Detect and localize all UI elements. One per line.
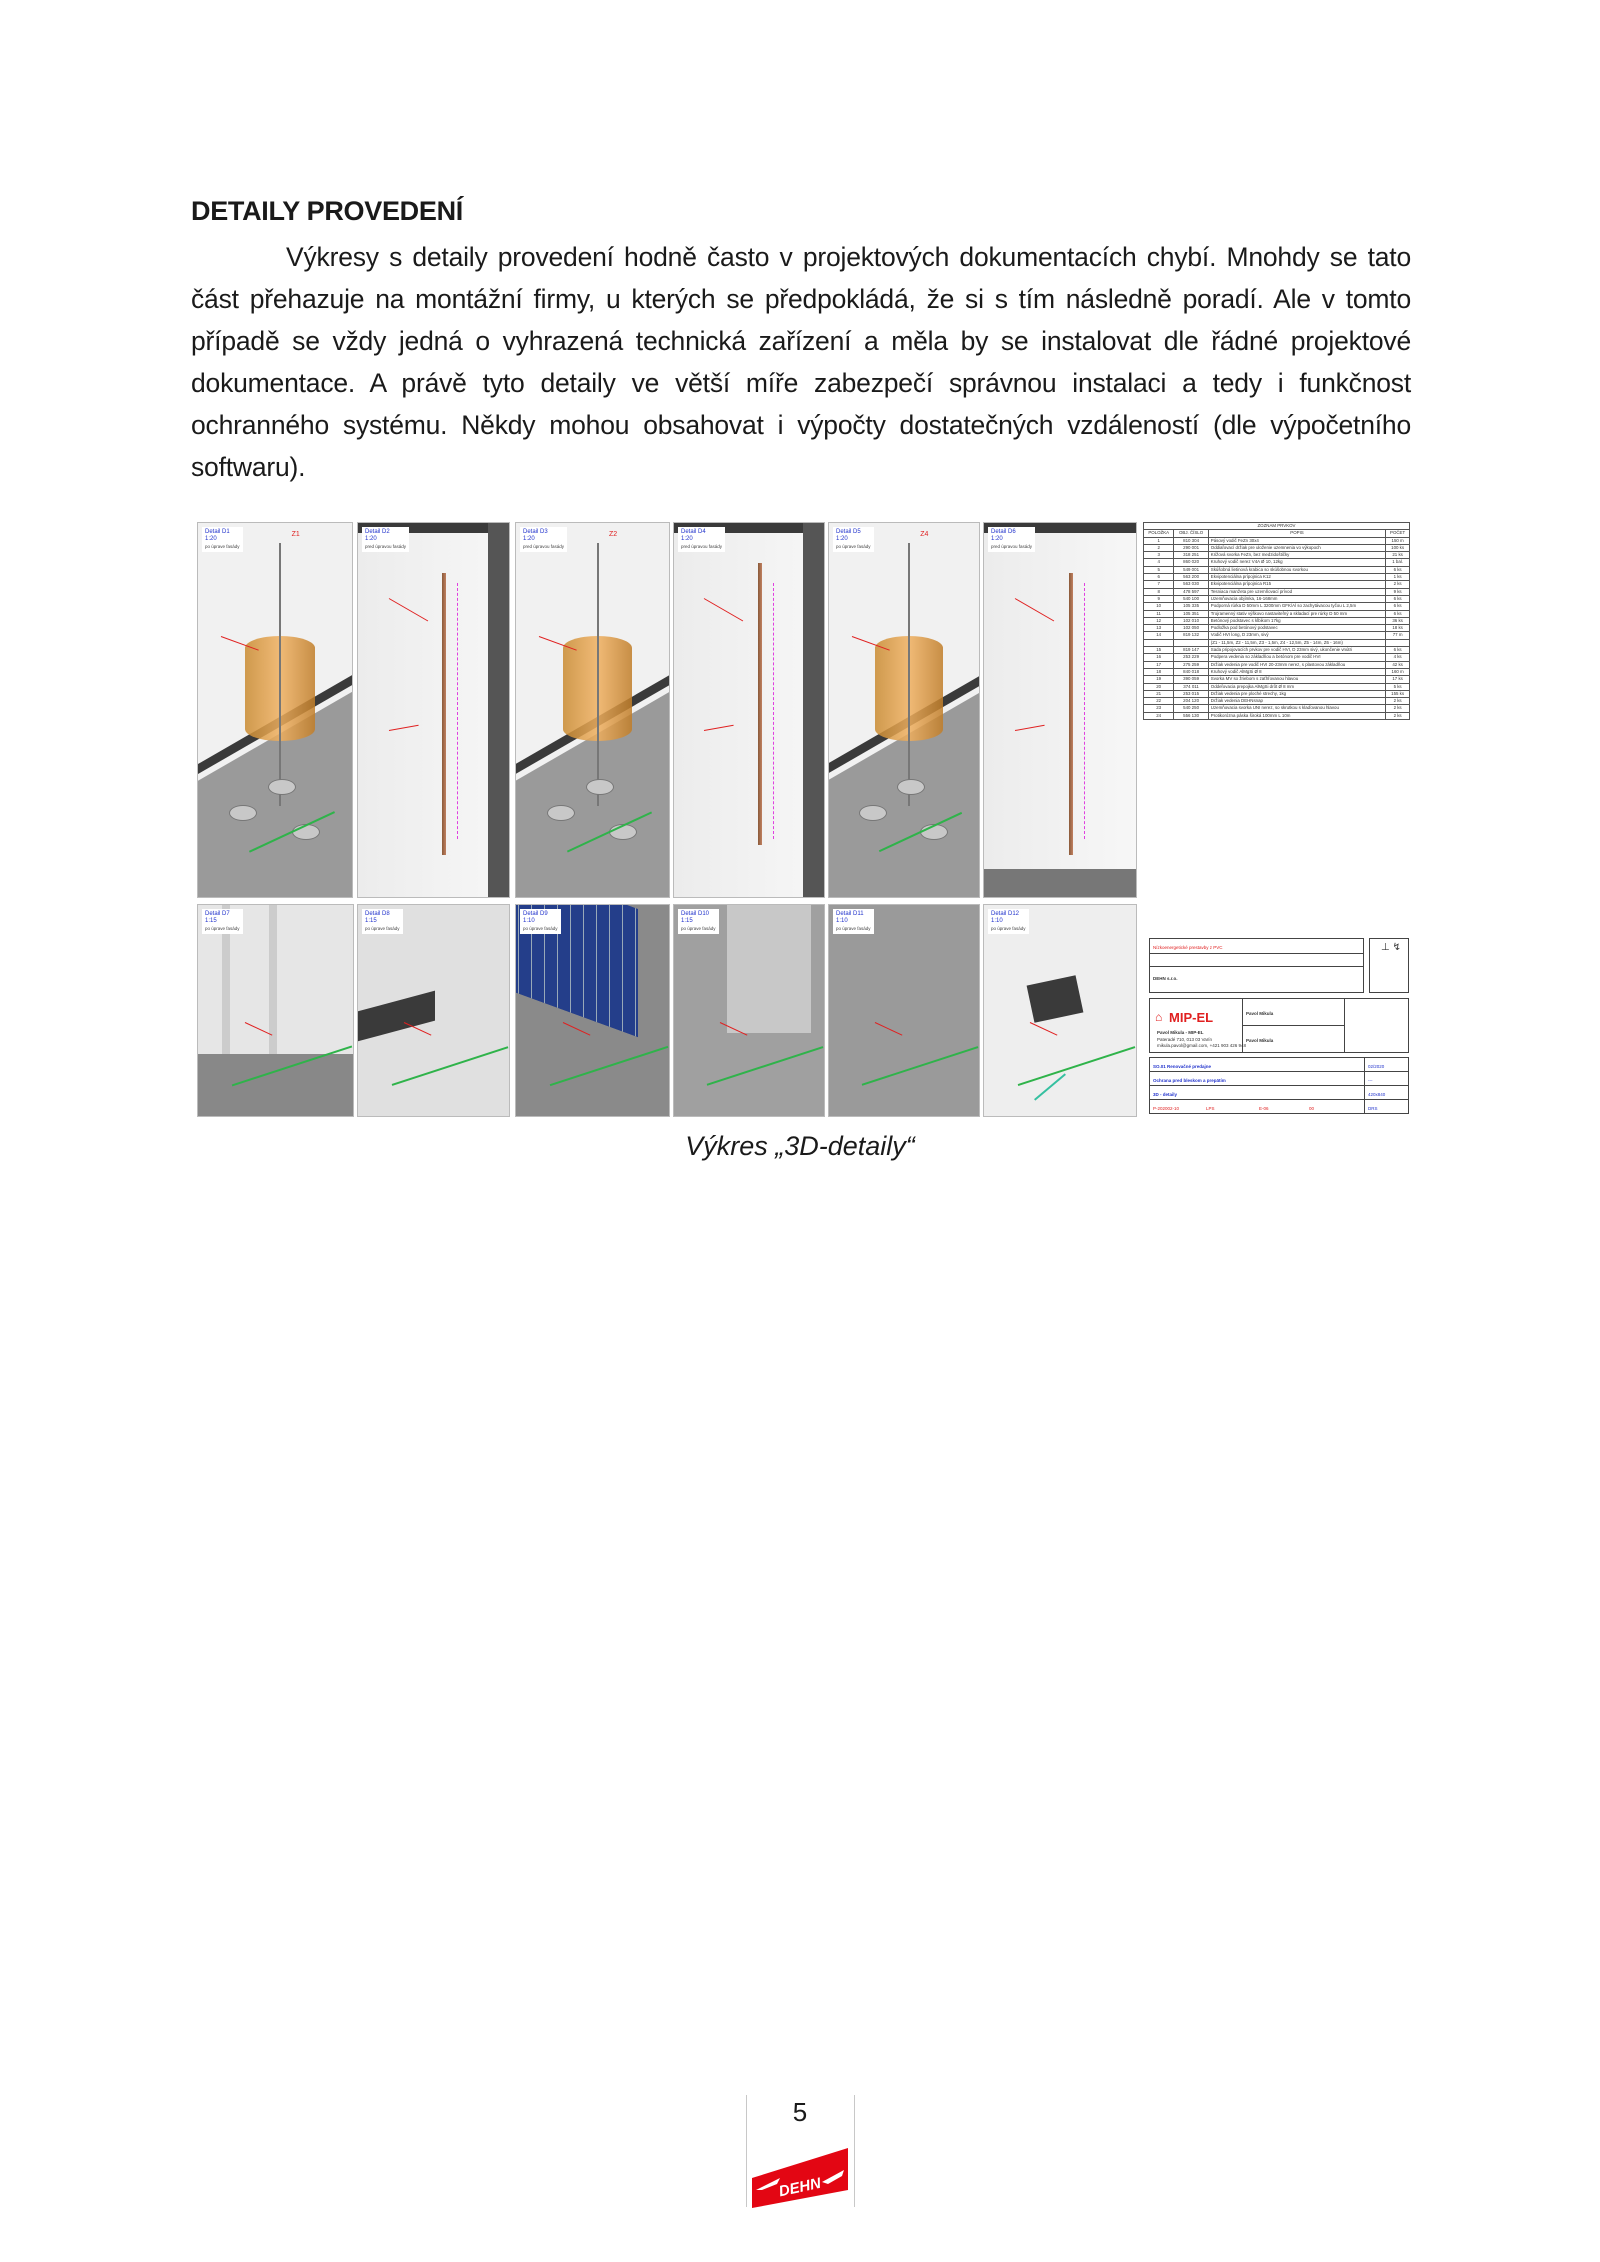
detail-note: po úprave fasády (365, 926, 400, 931)
detail-note: po úprave fasády (836, 544, 871, 549)
responsible-person: Pavol Mikula (1246, 1011, 1274, 1016)
table-row (1144, 566, 1410, 573)
table-cell: Vodič HVI long, D 23mm, sivý (1208, 632, 1385, 639)
table-cell (1144, 639, 1174, 646)
detail-note: po úprave fasády (681, 926, 716, 931)
detail-label (988, 527, 1035, 552)
table-cell: 556 130 (1174, 712, 1208, 719)
detail-title: Detail D8 (365, 911, 390, 917)
detail-panel (515, 904, 670, 1117)
table-cell: 102 010 (1174, 617, 1208, 624)
date: 02/2020 (1368, 1064, 1385, 1069)
table-cell: 2 (1144, 544, 1174, 551)
table-cell: Oddiaľovací držiak pre uloženie uzemnenia vo výkopoch (1208, 544, 1385, 551)
detail-title: Detail D4 (681, 529, 706, 535)
detail-panel (983, 522, 1137, 898)
table-cell: 1 bal. (1386, 559, 1410, 566)
table-cell: 21 (1144, 690, 1174, 697)
table-cell: 36 ks (1386, 617, 1410, 624)
table-cell: 11 (1144, 610, 1174, 617)
table-cell: 275 259 (1174, 661, 1208, 668)
drawing-code: LPS (1206, 1106, 1215, 1111)
detail-title: Detail D10 (681, 911, 710, 917)
table-row (1144, 639, 1410, 646)
table-cell: 15 (1144, 647, 1174, 654)
table-cell: 12 (1144, 617, 1174, 624)
table-row (1144, 690, 1410, 697)
company-line: Pavol Mikula - MIP-EL (1157, 1030, 1204, 1035)
table-cell: 819 132 (1174, 632, 1208, 639)
column-header: POLOŽKA (1144, 530, 1174, 537)
table-cell: 540 250 (1174, 705, 1208, 712)
table-cell: Oddeľovacia prepojka AlMgSi drôt Ø 8 mm (1208, 683, 1385, 690)
detail-label (202, 527, 243, 552)
table-cell: 17 (1144, 661, 1174, 668)
detail-title: Detail D9 (523, 911, 548, 917)
table-cell: 16 (1144, 654, 1174, 661)
company-line: mikula.pavol@gmail.com, +421 903 426 948 (1157, 1043, 1246, 1048)
table-row (1144, 661, 1410, 668)
company-logo-icon: ⌂ (1155, 1010, 1163, 1024)
drawing-name: 3D - detaily (1153, 1092, 1178, 1097)
table-cell: 6 ks (1386, 603, 1410, 610)
detail-panel (983, 904, 1137, 1117)
figure-caption: Výkres „3D-detaily“ (685, 1131, 915, 1161)
table-row (1144, 632, 1410, 639)
zone-label: Z4 (920, 531, 929, 538)
table-cell: Podporná rúrka D 50mm L 3200mm GFK/Al so zachytávacou tyčou L 2,5m (1208, 603, 1385, 610)
table-row (1144, 698, 1410, 705)
detail-panel (828, 522, 980, 898)
table-cell: 14 (1144, 632, 1174, 639)
detail-scale: 1:15 (365, 918, 377, 924)
table-cell: Kruhový vodič nerez V4A Ø 10, 12kg (1208, 559, 1385, 566)
table-cell: 102 050 (1174, 625, 1208, 632)
table-row (1144, 712, 1410, 719)
title-block-project: Nízkoenergetické prestavby z PVC (1153, 945, 1223, 950)
table-cell (1386, 639, 1410, 646)
table-cell: 3 (1144, 552, 1174, 559)
table-cell: 100 ks (1386, 544, 1410, 551)
table-cell: 563 030 (1174, 581, 1208, 588)
detail-label (833, 527, 874, 552)
table-cell: 18 ks (1386, 625, 1410, 632)
table-cell: 13 (1144, 625, 1174, 632)
table-cell: 2 ks (1386, 581, 1410, 588)
table-row (1144, 595, 1410, 602)
detail-scale: 1:15 (681, 918, 693, 924)
body-paragraph (191, 236, 1411, 488)
section-heading: DETAILY PROVEDENÍ (191, 196, 463, 226)
table-row (1144, 610, 1410, 617)
title-block (1149, 938, 1409, 1118)
detail-label (202, 909, 243, 934)
table-cell: Križová svorka FeZn, bez medzidoštičky (1208, 552, 1385, 559)
table-cell: 22 (1144, 698, 1174, 705)
table-row (1144, 537, 1410, 544)
object-name: SO.01 Renovačné predajne (1153, 1064, 1212, 1069)
detail-scale: 1:10 (991, 918, 1003, 924)
table-cell: 549 001 (1174, 566, 1208, 573)
detail-label (362, 909, 403, 934)
detail-panel (828, 904, 980, 1117)
company-logo: MIP-EL (1169, 1010, 1214, 1025)
table-cell: 6 ks (1386, 595, 1410, 602)
detail-panel (197, 522, 353, 898)
table-cell: Podložka pod betónový podstavec (1208, 625, 1385, 632)
table-cell: 21 ks (1386, 552, 1410, 559)
detail-title: Detail D12 (991, 911, 1020, 917)
table-cell: 2 ks (1386, 712, 1410, 719)
format: 420x840 (1368, 1092, 1386, 1097)
table-cell: Svorka MV so žriebom s zaťhľovanou hlavou (1208, 676, 1385, 683)
table-cell: Pásový vodič FeZn 30x4 (1208, 537, 1385, 544)
table-cell: 2 ks (1386, 698, 1410, 705)
table-cell: Sada pripojovacích prvkov pre vodič HVI, D 23mm sivý, ukončenie vnútri (1208, 647, 1385, 654)
detail-scale: 1:20 (991, 536, 1003, 542)
table-cell: Skúšobná lietinová krabica so skúšobnou svorkou (1208, 566, 1385, 573)
table-cell: 105 351 (1174, 610, 1208, 617)
table-cell: 819 147 (1174, 647, 1208, 654)
table-cell: Podpera vedenia so základňou a betónom pre vodič HVI (1208, 654, 1385, 661)
column-header: POPIS (1208, 530, 1385, 537)
company-line: Pateradé 710, 013 03 Varín (1157, 1037, 1212, 1042)
detail-label (833, 909, 874, 934)
table-cell: 253 015 (1174, 690, 1208, 697)
svg-text:DEHN: DEHN (777, 2174, 823, 2201)
table-cell: 7 (1144, 581, 1174, 588)
table-cell: 155 ks (1386, 690, 1410, 697)
column-header: OBJ. ČÍSLO (1174, 530, 1208, 537)
detail-label (988, 909, 1029, 934)
paragraph-text: Výkresy s detaily provedení hodně často v projektových dokumentacích chybí. Mnohdy se tato část přehazuje na montážní firmy, u kterých se předpokládá, že si s tím následně poradí. Ale v tomto případě se vždy jedná o vyhrazená technická zařízení a měla by se instalovat dle řádné projektové dokumentace. A právě tyto detaily ve větší míře zabezpečí správnou instalaci a tedy i funkčnost ochranného systému. Někdy mohou obsahovat i výpočty dostatečných vzdáleností (dle výpočetního softwaru). (191, 242, 1411, 482)
table-cell: 6 ks (1386, 647, 1410, 654)
table-cell (1174, 639, 1208, 646)
detail-title: Detail D3 (523, 529, 548, 535)
detail-note: pred úpravou fasády (365, 544, 407, 549)
table-row (1144, 668, 1410, 675)
table-cell: 19 (1144, 676, 1174, 683)
table-cell: Držiak vedenia DEHNsnap (1208, 698, 1385, 705)
table-cell: 9 ks (1386, 588, 1410, 595)
footer-divider (746, 2095, 747, 2207)
detail-panel (357, 522, 510, 898)
table-cell: 9 (1144, 595, 1174, 602)
table-cell: 318 251 (1174, 552, 1208, 559)
table-cell: 5 ks (1386, 683, 1410, 690)
table-cell: Kruhový vodič AlMgSi Ø 8 (1208, 668, 1385, 675)
detail-scale: 1:20 (365, 536, 377, 542)
dehn-logo-icon (750, 2148, 850, 2208)
drawn-by: Pavol Mikula (1246, 1038, 1274, 1043)
table-cell: 1 ks (1386, 574, 1410, 581)
table-cell: 8 (1144, 588, 1174, 595)
table-cell: 4 ks (1386, 654, 1410, 661)
detail-note: po úprave fasády (205, 544, 240, 549)
detail-title: Detail D1 (205, 529, 230, 535)
zone-label: Z1 (291, 531, 300, 538)
table-row (1144, 552, 1410, 559)
table-cell: 77 m (1386, 632, 1410, 639)
table-row (1144, 603, 1410, 610)
detail-panel (673, 904, 825, 1117)
detail-label (520, 527, 567, 552)
detail-note: pred úpravou fasády (523, 544, 565, 549)
table-cell: 42 ks (1386, 661, 1410, 668)
north-arrow-icon: ⊥ ↯ (1381, 942, 1401, 953)
detail-title: Detail D6 (991, 529, 1016, 535)
detail-label (678, 527, 725, 552)
table-row (1144, 676, 1410, 683)
table-row (1144, 581, 1410, 588)
copies: DRS (1368, 1106, 1378, 1111)
table-row (1144, 625, 1410, 632)
detail-scale: 1:20 (523, 536, 535, 542)
table-cell: 290 001 (1174, 544, 1208, 551)
table-row (1144, 654, 1410, 661)
table-row (1144, 574, 1410, 581)
table-cell: 23 (1144, 705, 1174, 712)
table-cell: 1 (1144, 537, 1174, 544)
detail-panel (673, 522, 825, 898)
parts-list-table (1143, 522, 1410, 720)
table-cell: 18 (1144, 668, 1174, 675)
table-cell: 5 (1144, 566, 1174, 573)
parts-table-title: ZOZNAM PRVKOV (1144, 523, 1410, 530)
table-cell: 563 200 (1174, 574, 1208, 581)
table-cell: 17 ks (1386, 676, 1410, 683)
table-cell: 810 304 (1174, 537, 1208, 544)
detail-scale: 1:20 (681, 536, 693, 542)
table-cell: 374 011 (1174, 683, 1208, 690)
detail-title: Detail D2 (365, 529, 390, 535)
page-number: 5 (792, 2097, 808, 2127)
detail-scale: 1:10 (523, 918, 535, 924)
table-cell: (Z1 - 11,5m, Z2 - 11,5m, Z3 - 1,5m, Z4 - 12,5m, Z5 - 14m, Z6 - 16m) (1208, 639, 1385, 646)
revision: --- (1368, 1078, 1373, 1083)
table-cell: 840 018 (1174, 668, 1208, 675)
drawing-code: 00 (1309, 1106, 1315, 1111)
table-cell: Držiak vedenia pre vodič HVI 20-23mm nerez, s plastovou základňou (1208, 661, 1385, 668)
table-cell: 10 (1144, 603, 1174, 610)
detail-note: po úprave fasády (836, 926, 871, 931)
detail-label (678, 909, 719, 934)
detail-scale: 1:20 (205, 536, 217, 542)
detail-panel (197, 904, 354, 1117)
table-cell: 204 120 (1174, 698, 1208, 705)
table-cell: 390 059 (1174, 676, 1208, 683)
detail-note: pred úpravou fasády (681, 544, 723, 549)
detail-label (520, 909, 561, 934)
detail-title: Detail D11 (836, 911, 864, 917)
table-cell: Držiak vedenia pre ploché strechy, 1kg (1208, 690, 1385, 697)
table-cell: 150 m (1386, 537, 1410, 544)
table-cell: 6 (1144, 574, 1174, 581)
detail-label (362, 527, 409, 552)
table-cell: Uzemňovacia objímka, 16-168mm (1208, 595, 1385, 602)
table-cell: Tesniaca manžeta pre uzemňovací prívod (1208, 588, 1385, 595)
table-row (1144, 617, 1410, 624)
table-cell: 860 020 (1174, 559, 1208, 566)
detail-title: Detail D5 (836, 529, 861, 535)
table-cell: Ekvipotenciálna prípojnica R15 (1208, 581, 1385, 588)
detail-title: Detail D7 (205, 911, 230, 917)
table-cell: Trojramenný stativ výškovo nastaviteľný a skladací pre rúrky D 50 mm (1208, 610, 1385, 617)
table-cell: 24 (1144, 712, 1174, 719)
table-cell: 478 597 (1174, 588, 1208, 595)
table-cell: 6 ks (1386, 610, 1410, 617)
table-row (1144, 559, 1410, 566)
table-cell: 160 m (1386, 668, 1410, 675)
detail-note: po úprave fasády (991, 926, 1026, 931)
table-cell: 253 229 (1174, 654, 1208, 661)
column-header: POČET (1386, 530, 1410, 537)
table-cell: 105 335 (1174, 603, 1208, 610)
detail-panel (515, 522, 670, 898)
detail-note: pred úpravou fasády (991, 544, 1033, 549)
footer-divider (854, 2095, 855, 2207)
table-cell: Betónový podstavec s kĺbikom 17kg (1208, 617, 1385, 624)
drawing-code: E-06 (1259, 1106, 1269, 1111)
detail-panel (357, 904, 510, 1117)
part-name: Ochrana pred bleskom a prepätím (1153, 1078, 1226, 1083)
detail-note: po úprave fasády (523, 926, 558, 931)
table-cell: 4 (1144, 559, 1174, 566)
zone-label: Z2 (609, 531, 618, 538)
title-block-investor: DEHN s.r.o. (1153, 976, 1178, 981)
detail-scale: 1:15 (205, 918, 217, 924)
table-cell: 2 ks (1386, 705, 1410, 712)
table-row (1144, 647, 1410, 654)
table-row (1144, 588, 1410, 595)
table-row (1144, 705, 1410, 712)
detail-scale: 1:10 (836, 918, 848, 924)
detail-scale: 1:20 (836, 536, 848, 542)
table-row (1144, 544, 1410, 551)
table-cell: Ekvipotenciálna prípojnica K12 (1208, 574, 1385, 581)
table-cell: Protikorózna páska široká 100mm L 10m (1208, 712, 1385, 719)
table-cell: 540 100 (1174, 595, 1208, 602)
table-row (1144, 683, 1410, 690)
table-cell: 6 ks (1386, 566, 1410, 573)
drawing-number: P-202002-10 (1153, 1106, 1180, 1111)
detail-note: po úprave fasády (205, 926, 240, 931)
table-cell: 20 (1144, 683, 1174, 690)
table-cell: Uzemňovacia svorka UNI nerez, so skrutkou s klaďovanou hlavou (1208, 705, 1385, 712)
